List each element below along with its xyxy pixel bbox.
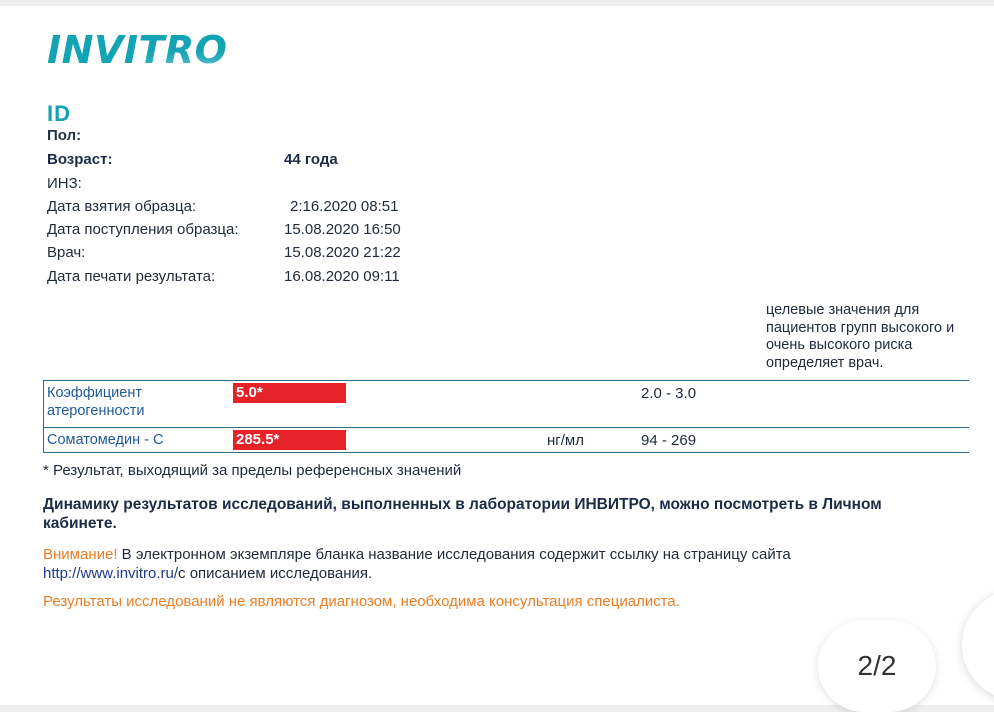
- table-border-left: [43, 380, 44, 452]
- sample-received-value: 15.08.2020 16:50: [284, 221, 401, 238]
- doctor-label: Врач:: [47, 244, 86, 261]
- inz-label: ИНЗ:: [47, 175, 82, 192]
- footnote: * Результат, выходящий за пределы референсных значений: [43, 462, 462, 479]
- invitro-site-link[interactable]: http://www.invitro.ru/: [43, 565, 179, 582]
- invitro-logo: INVITRO: [47, 28, 228, 72]
- target-values-note: целевые значения для пациентов групп высокого и очень высокого риска определяет врач.: [766, 302, 955, 371]
- redacted-area: [140, 84, 340, 129]
- age-value: 44 года: [284, 151, 338, 168]
- page-indicator: 2/2: [818, 620, 936, 712]
- table-row-divider: [43, 427, 969, 428]
- unit-somatomedin-c: нг/мл: [547, 432, 584, 449]
- disclaimer: Результаты исследований не являются диагнозом, необходима консультация специалиста.: [43, 593, 680, 610]
- table-border-top: [43, 380, 969, 381]
- result-flag-atherogenic-index: 5.0*: [233, 383, 346, 403]
- sample-taken-value: 2:16.2020 08:51: [290, 198, 399, 215]
- print-date-label: Дата печати результата:: [47, 268, 216, 285]
- test-link-atherogenic-index[interactable]: Коэффициент атерогенности: [47, 385, 145, 419]
- redacted-area: [580, 96, 800, 166]
- attention-word: Внимание!: [43, 546, 118, 563]
- result-flag-somatomedin-c: 285.5*: [233, 430, 346, 450]
- age-label: Возраст:: [47, 151, 113, 168]
- reference-somatomedin-c: 94 - 269: [641, 432, 697, 449]
- sample-received-label: Дата поступления образца:: [47, 221, 239, 238]
- sex-label: Пол:: [47, 127, 82, 144]
- print-date-value: 16.08.2020 09:11: [284, 268, 400, 285]
- attention-tail: с описанием исследования.: [178, 565, 373, 582]
- dynamics-note: Динамику результатов исследований, выполненных в лаборатории ИНВИТРО, можно посмотреть в Личном кабинете.: [43, 496, 882, 532]
- table-border-bottom: [43, 452, 969, 453]
- doctor-value: 15.08.2020 21:22: [284, 244, 401, 261]
- attention-text: В электронном экземпляре бланка название исследования содержит ссылку на страницу сайта: [117, 546, 791, 563]
- patient-id-label: ID: [47, 101, 71, 126]
- document-page: [0, 6, 994, 705]
- attention-note: [43, 545, 923, 583]
- reference-atherogenic-index: 2.0 - 3.0: [641, 385, 697, 402]
- sample-taken-label: Дата взятия образца:: [47, 198, 197, 215]
- test-link-somatomedin-c[interactable]: Соматомедин - С: [47, 432, 164, 448]
